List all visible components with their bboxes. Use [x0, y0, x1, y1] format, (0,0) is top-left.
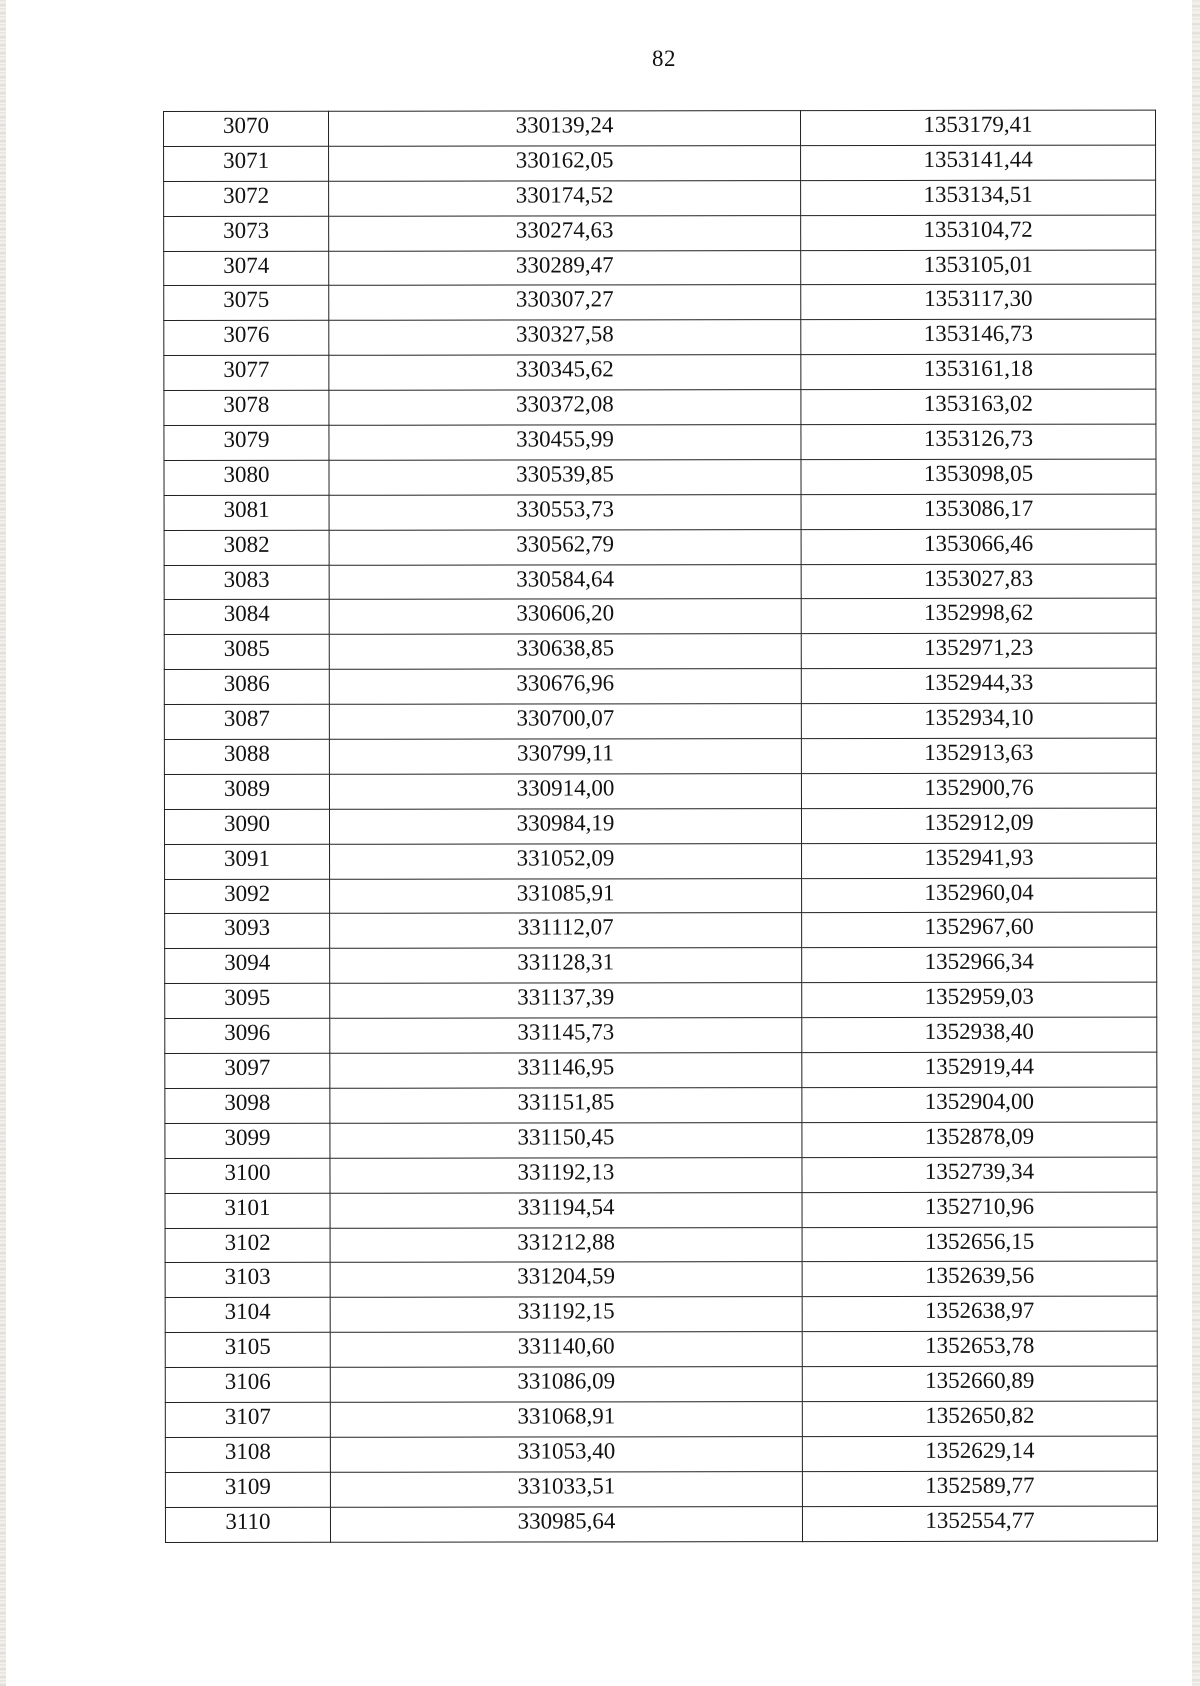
table-row: [164, 564, 1156, 600]
table-row: [164, 599, 1156, 635]
point-number-cell: 3085: [164, 635, 329, 670]
point-number-cell: 3110: [165, 1507, 330, 1542]
table-row: [164, 668, 1156, 704]
x-coordinate-cell: 331151,85: [330, 1088, 802, 1124]
y-coordinate-cell: 1352904,00: [802, 1087, 1157, 1122]
y-coordinate-cell: 1352938,40: [802, 1017, 1157, 1052]
table-row: [165, 1262, 1157, 1298]
y-coordinate-cell: 1352878,09: [802, 1122, 1157, 1157]
y-coordinate-cell: 1353066,46: [801, 529, 1156, 564]
x-coordinate-cell: 331140,60: [330, 1332, 802, 1368]
x-coordinate-cell: 330638,85: [329, 634, 801, 670]
point-number-cell: 3094: [165, 949, 330, 984]
y-coordinate-cell: 1352967,60: [802, 913, 1157, 948]
x-coordinate-cell: 331033,51: [330, 1471, 802, 1507]
x-coordinate-cell: 331137,39: [330, 983, 802, 1019]
table-row: [164, 389, 1156, 425]
point-number-cell: 3103: [165, 1263, 330, 1298]
point-number-cell: 3105: [165, 1332, 330, 1367]
x-coordinate-cell: 330139,24: [329, 111, 801, 147]
table-row: [165, 1471, 1157, 1507]
y-coordinate-cell: 1353104,72: [801, 215, 1156, 250]
x-coordinate-cell: 331194,54: [330, 1192, 802, 1228]
x-coordinate-cell: 331112,07: [330, 913, 802, 949]
y-coordinate-cell: 1353098,05: [801, 459, 1156, 494]
coordinates-table: [163, 110, 1158, 1543]
table-row: [165, 1227, 1157, 1263]
point-number-cell: 3072: [164, 181, 329, 216]
y-coordinate-cell: 1352710,96: [802, 1192, 1157, 1227]
y-coordinate-cell: 1352900,76: [801, 773, 1156, 808]
table-row: [165, 1192, 1157, 1228]
y-coordinate-cell: 1352966,34: [802, 947, 1157, 982]
point-number-cell: 3090: [164, 809, 329, 844]
point-number-cell: 3074: [164, 251, 329, 286]
table-row: [164, 494, 1156, 530]
point-number-cell: 3070: [164, 111, 329, 146]
y-coordinate-cell: 1353163,02: [801, 389, 1156, 424]
y-coordinate-cell: 1353086,17: [801, 494, 1156, 529]
table-row: [165, 1296, 1157, 1332]
x-coordinate-cell: 330327,58: [329, 320, 801, 356]
table-row: [165, 1157, 1157, 1193]
point-number-cell: 3091: [165, 844, 330, 879]
coordinates-table-body: [164, 110, 1158, 1542]
y-coordinate-cell: 1352960,04: [802, 878, 1157, 913]
table-row: [164, 145, 1156, 181]
table-row: [165, 1122, 1157, 1158]
x-coordinate-cell: 330799,11: [329, 739, 801, 775]
x-coordinate-cell: 331150,45: [330, 1122, 802, 1158]
x-coordinate-cell: 331212,88: [330, 1227, 802, 1263]
point-number-cell: 3077: [164, 356, 329, 391]
point-number-cell: 3093: [165, 914, 330, 949]
x-coordinate-cell: 331085,91: [330, 878, 802, 914]
x-coordinate-cell: 331086,09: [330, 1367, 802, 1403]
scan-edge-left: [0, 0, 6, 1686]
point-number-cell: 3079: [164, 425, 329, 460]
table-row: [165, 1087, 1157, 1123]
point-number-cell: 3083: [164, 565, 329, 600]
x-coordinate-cell: 331068,91: [330, 1402, 802, 1438]
y-coordinate-cell: 1352998,62: [801, 599, 1156, 634]
x-coordinate-cell: 330553,73: [329, 494, 801, 530]
x-coordinate-cell: 331128,31: [330, 948, 802, 984]
table-row: [165, 1506, 1157, 1542]
y-coordinate-cell: 1353134,51: [801, 180, 1156, 215]
x-coordinate-cell: 331192,15: [330, 1297, 802, 1333]
point-number-cell: 3107: [165, 1402, 330, 1437]
point-number-cell: 3088: [164, 739, 329, 774]
y-coordinate-cell: 1353146,73: [801, 319, 1156, 354]
x-coordinate-cell: 330985,64: [330, 1506, 802, 1542]
y-coordinate-cell: 1352650,82: [802, 1401, 1157, 1436]
y-coordinate-cell: 1352913,63: [801, 738, 1156, 773]
y-coordinate-cell: 1352656,15: [802, 1227, 1157, 1262]
x-coordinate-cell: 330914,00: [329, 774, 801, 810]
table-row: [165, 913, 1157, 949]
table-row: [164, 459, 1156, 495]
y-coordinate-cell: 1352959,03: [802, 982, 1157, 1017]
point-number-cell: 3096: [165, 1018, 330, 1053]
point-number-cell: 3075: [164, 286, 329, 321]
y-coordinate-cell: 1352919,44: [802, 1052, 1157, 1087]
point-number-cell: 3092: [165, 879, 330, 914]
table-row: [165, 947, 1157, 983]
x-coordinate-cell: 331192,13: [330, 1157, 802, 1193]
x-coordinate-cell: 330274,63: [329, 215, 801, 251]
x-coordinate-cell: 330455,99: [329, 425, 801, 461]
x-coordinate-cell: 330606,20: [329, 599, 801, 635]
table-row: [165, 1401, 1157, 1437]
point-number-cell: 3104: [165, 1298, 330, 1333]
y-coordinate-cell: 1352944,33: [801, 668, 1156, 703]
table-row: [164, 808, 1156, 844]
table-row: [164, 319, 1156, 355]
point-number-cell: 3084: [164, 600, 329, 635]
point-number-cell: 3082: [164, 530, 329, 565]
point-number-cell: 3106: [165, 1367, 330, 1402]
point-number-cell: 3109: [165, 1472, 330, 1507]
table-row: [165, 982, 1157, 1018]
y-coordinate-cell: 1353161,18: [801, 354, 1156, 389]
y-coordinate-cell: 1353117,30: [801, 285, 1156, 320]
table-row: [164, 215, 1156, 251]
x-coordinate-cell: 330984,19: [329, 808, 801, 844]
x-coordinate-cell: 330700,07: [329, 704, 801, 740]
y-coordinate-cell: 1352971,23: [801, 633, 1156, 668]
table-row: [165, 1366, 1157, 1402]
point-number-cell: 3080: [164, 460, 329, 495]
scan-edge-right: [1192, 0, 1200, 1686]
x-coordinate-cell: 330162,05: [329, 146, 801, 182]
x-coordinate-cell: 330307,27: [329, 285, 801, 321]
x-coordinate-cell: 330174,52: [329, 180, 801, 216]
table-row: [164, 529, 1156, 565]
table-row: [164, 285, 1156, 321]
x-coordinate-cell: 330676,96: [329, 669, 801, 705]
y-coordinate-cell: 1353027,83: [801, 564, 1156, 599]
y-coordinate-cell: 1352739,34: [802, 1157, 1157, 1192]
x-coordinate-cell: 331145,73: [330, 1018, 802, 1054]
x-coordinate-cell: 330584,64: [329, 564, 801, 600]
y-coordinate-cell: 1353179,41: [801, 110, 1156, 145]
table-row: [165, 1052, 1157, 1088]
table-row: [165, 878, 1157, 914]
x-coordinate-cell: 331204,59: [330, 1262, 802, 1298]
table-row: [164, 110, 1156, 146]
table-row: [164, 354, 1156, 390]
table-row: [165, 843, 1157, 879]
page-number: 82: [652, 46, 676, 71]
table-row: [164, 180, 1156, 216]
y-coordinate-cell: 1352638,97: [802, 1296, 1157, 1331]
table-row: [164, 738, 1156, 774]
table-row: [164, 703, 1156, 739]
point-number-cell: 3086: [164, 670, 329, 705]
point-number-cell: 3073: [164, 216, 329, 251]
point-number-cell: 3098: [165, 1088, 330, 1123]
table-row: [165, 1017, 1157, 1053]
y-coordinate-cell: 1352629,14: [802, 1436, 1157, 1471]
point-number-cell: 3102: [165, 1228, 330, 1263]
point-number-cell: 3095: [165, 984, 330, 1019]
table-row: [165, 1436, 1157, 1472]
y-coordinate-cell: 1352941,93: [802, 843, 1157, 878]
table-row: [164, 773, 1156, 809]
x-coordinate-cell: 330345,62: [329, 355, 801, 391]
y-coordinate-cell: 1352554,77: [802, 1506, 1157, 1541]
table-row: [165, 1331, 1157, 1367]
y-coordinate-cell: 1352639,56: [802, 1262, 1157, 1297]
y-coordinate-cell: 1352589,77: [802, 1471, 1157, 1506]
point-number-cell: 3100: [165, 1158, 330, 1193]
y-coordinate-cell: 1353105,01: [801, 250, 1156, 285]
x-coordinate-cell: 331146,95: [330, 1053, 802, 1089]
point-number-cell: 3108: [165, 1437, 330, 1472]
y-coordinate-cell: 1352934,10: [801, 703, 1156, 738]
point-number-cell: 3099: [165, 1123, 330, 1158]
point-number-cell: 3097: [165, 1053, 330, 1088]
point-number-cell: 3081: [164, 495, 329, 530]
y-coordinate-cell: 1352653,78: [802, 1331, 1157, 1366]
point-number-cell: 3076: [164, 321, 329, 356]
table-row: [164, 250, 1156, 286]
x-coordinate-cell: 330372,08: [329, 390, 801, 426]
y-coordinate-cell: 1352912,09: [801, 808, 1156, 843]
y-coordinate-cell: 1352660,89: [802, 1366, 1157, 1401]
point-number-cell: 3101: [165, 1193, 330, 1228]
point-number-cell: 3089: [164, 774, 329, 809]
x-coordinate-cell: 330539,85: [329, 460, 801, 496]
point-number-cell: 3087: [164, 704, 329, 739]
table-row: [164, 633, 1156, 669]
x-coordinate-cell: 330289,47: [329, 250, 801, 286]
y-coordinate-cell: 1353141,44: [801, 145, 1156, 180]
x-coordinate-cell: 331053,40: [330, 1436, 802, 1472]
x-coordinate-cell: 331052,09: [330, 843, 802, 879]
point-number-cell: 3071: [164, 146, 329, 181]
y-coordinate-cell: 1353126,73: [801, 424, 1156, 459]
table-row: [164, 424, 1156, 460]
x-coordinate-cell: 330562,79: [329, 529, 801, 565]
point-number-cell: 3078: [164, 390, 329, 425]
